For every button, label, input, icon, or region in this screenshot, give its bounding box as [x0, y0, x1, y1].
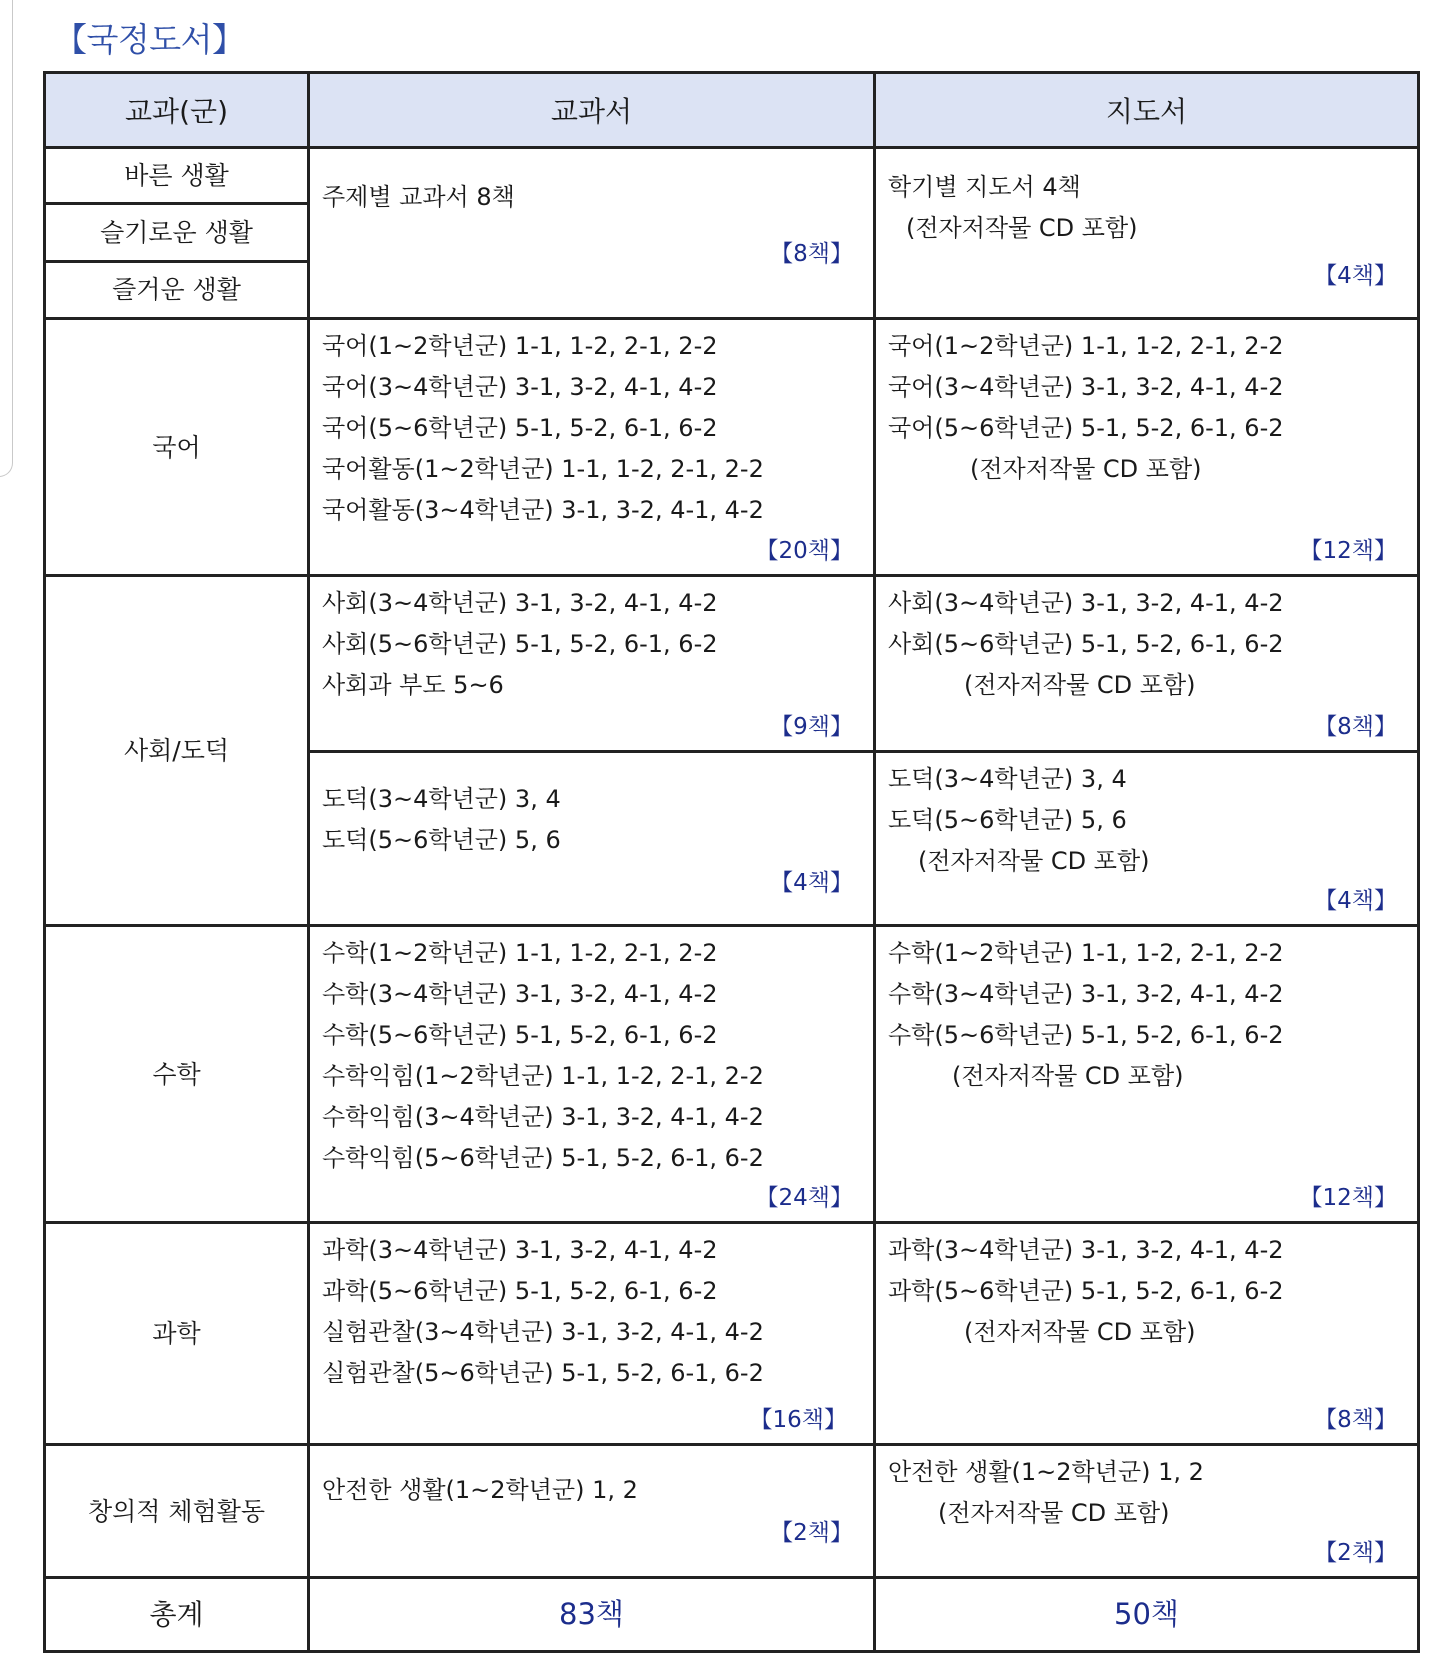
guide-line: 수학(1~2학년군) 1-1, 1-2, 2-1, 2-2	[888, 939, 1284, 967]
section-heading: 【국정도서】	[54, 20, 245, 59]
guide-line: (전자저작물 CD 포함)	[952, 1062, 1184, 1090]
book-count: 【4책】	[770, 870, 853, 896]
subject-cell: 바른 생활	[45, 148, 309, 204]
textbook-table	[43, 71, 1420, 1653]
book-line: 국어(5~6학년군) 5-1, 5-2, 6-1, 6-2	[322, 414, 718, 442]
book-line: 국어활동(3~4학년군) 3-1, 3-2, 4-1, 4-2	[322, 496, 764, 524]
guide-cell	[875, 576, 1419, 752]
textbook-cell	[309, 148, 875, 319]
guide-line: 학기별 지도서 4책	[888, 173, 1081, 201]
guide-count: 【12책】	[1299, 1185, 1397, 1211]
subject-cell: 즐거운 생활	[45, 261, 309, 318]
book-line: 실험관찰(3~4학년군) 3-1, 3-2, 4-1, 4-2	[322, 1318, 764, 1346]
table-row	[45, 926, 1419, 1223]
guide-count: 【12책】	[1299, 538, 1397, 564]
guide-line: 국어(3~4학년군) 3-1, 3-2, 4-1, 4-2	[888, 373, 1284, 401]
subject-cell: 창의적 체험활동	[45, 1445, 309, 1578]
subject-cell: 국어	[45, 319, 309, 576]
guide-line: (전자저작물 CD 포함)	[970, 455, 1202, 483]
book-line: 실험관찰(5~6학년군) 5-1, 5-2, 6-1, 6-2	[322, 1359, 764, 1387]
guide-count: 【8책】	[1314, 1407, 1397, 1433]
book-line: 안전한 생활(1~2학년군) 1, 2	[322, 1476, 638, 1504]
total-label: 총계	[45, 1578, 309, 1652]
table-row	[45, 319, 1419, 576]
guide-line: (전자저작물 CD 포함)	[964, 671, 1196, 699]
guide-count: 【2책】	[1314, 1540, 1397, 1566]
book-line: 수학익힘(3~4학년군) 3-1, 3-2, 4-1, 4-2	[322, 1103, 764, 1131]
book-line: 과학(5~6학년군) 5-1, 5-2, 6-1, 6-2	[322, 1277, 718, 1305]
guide-line: 수학(3~4학년군) 3-1, 3-2, 4-1, 4-2	[888, 980, 1284, 1008]
table-row	[45, 1445, 1419, 1578]
guide-cell	[875, 319, 1419, 576]
guide-cell	[875, 1223, 1419, 1445]
book-line: 수학(3~4학년군) 3-1, 3-2, 4-1, 4-2	[322, 980, 718, 1008]
subject-cell: 슬기로운 생활	[45, 204, 309, 261]
guide-line: 도덕(3~4학년군) 3, 4	[888, 765, 1127, 793]
book-line: 국어활동(1~2학년군) 1-1, 1-2, 2-1, 2-2	[322, 455, 764, 483]
textbook-cell	[309, 319, 875, 576]
guide-count: 【8책】	[1314, 714, 1397, 740]
book-count: 【8책】	[770, 241, 853, 267]
guide-line: 사회(5~6학년군) 5-1, 5-2, 6-1, 6-2	[888, 630, 1284, 658]
guide-line: (전자저작물 CD 포함)	[964, 1318, 1196, 1346]
book-count: 【2책】	[770, 1520, 853, 1546]
guide-line: 수학(5~6학년군) 5-1, 5-2, 6-1, 6-2	[888, 1021, 1284, 1049]
table-row	[45, 1223, 1419, 1445]
guide-cell	[875, 752, 1419, 926]
header-textbook: 교과서	[309, 73, 875, 148]
book-count: 【20책】	[755, 538, 853, 564]
guide-cell	[875, 926, 1419, 1223]
book-line: 사회과 부도 5~6	[322, 671, 504, 699]
table-row	[45, 576, 1419, 752]
guide-count: 【4책】	[1314, 263, 1397, 289]
book-line: 수학(5~6학년군) 5-1, 5-2, 6-1, 6-2	[322, 1021, 718, 1049]
table-row	[45, 148, 1419, 204]
textbook-cell	[309, 926, 875, 1223]
total-guide: 50책	[875, 1578, 1419, 1652]
textbook-cell	[309, 576, 875, 752]
book-count: 【16책】	[749, 1407, 847, 1433]
book-line: 수학익힘(5~6학년군) 5-1, 5-2, 6-1, 6-2	[322, 1144, 764, 1172]
book-line: 수학(1~2학년군) 1-1, 1-2, 2-1, 2-2	[322, 939, 718, 967]
guide-line: 국어(5~6학년군) 5-1, 5-2, 6-1, 6-2	[888, 414, 1284, 442]
subject-cell: 과학	[45, 1223, 309, 1445]
guide-line: 사회(3~4학년군) 3-1, 3-2, 4-1, 4-2	[888, 589, 1284, 617]
book-count: 【24책】	[755, 1185, 853, 1211]
book-line: 과학(3~4학년군) 3-1, 3-2, 4-1, 4-2	[322, 1236, 718, 1264]
guide-line: 도덕(5~6학년군) 5, 6	[888, 806, 1127, 834]
guide-count: 【4책】	[1314, 888, 1397, 914]
total-row	[45, 1578, 1419, 1652]
subject-cell: 사회/도덕	[45, 576, 309, 926]
guide-line: 과학(5~6학년군) 5-1, 5-2, 6-1, 6-2	[888, 1277, 1284, 1305]
textbook-cell	[309, 752, 875, 926]
book-line: 국어(1~2학년군) 1-1, 1-2, 2-1, 2-2	[322, 332, 718, 360]
total-textbook: 83책	[309, 1578, 875, 1652]
book-line: 국어(3~4학년군) 3-1, 3-2, 4-1, 4-2	[322, 373, 718, 401]
guide-line: 안전한 생활(1~2학년군) 1, 2	[888, 1458, 1204, 1486]
left-edge-decoration	[0, 0, 13, 477]
book-count: 【9책】	[770, 714, 853, 740]
textbook-cell	[309, 1445, 875, 1578]
guide-line: (전자저작물 CD 포함)	[938, 1499, 1170, 1527]
header-subject: 교과(군)	[45, 73, 309, 148]
guide-line: 과학(3~4학년군) 3-1, 3-2, 4-1, 4-2	[888, 1236, 1284, 1264]
guide-line: (전자저작물 CD 포함)	[906, 214, 1138, 242]
guide-cell	[875, 148, 1419, 319]
subject-cell: 수학	[45, 926, 309, 1223]
book-line: 사회(3~4학년군) 3-1, 3-2, 4-1, 4-2	[322, 589, 718, 617]
book-line: 사회(5~6학년군) 5-1, 5-2, 6-1, 6-2	[322, 630, 718, 658]
header-guide: 지도서	[875, 73, 1419, 148]
book-line: 주제별 교과서 8책	[322, 183, 515, 211]
guide-line: (전자저작물 CD 포함)	[918, 847, 1150, 875]
guide-cell	[875, 1445, 1419, 1578]
book-line: 수학익힘(1~2학년군) 1-1, 1-2, 2-1, 2-2	[322, 1062, 764, 1090]
book-line: 도덕(5~6학년군) 5, 6	[322, 826, 561, 854]
book-line: 도덕(3~4학년군) 3, 4	[322, 785, 561, 813]
textbook-cell	[309, 1223, 875, 1445]
guide-line: 국어(1~2학년군) 1-1, 1-2, 2-1, 2-2	[888, 332, 1284, 360]
header-row	[45, 73, 1419, 148]
